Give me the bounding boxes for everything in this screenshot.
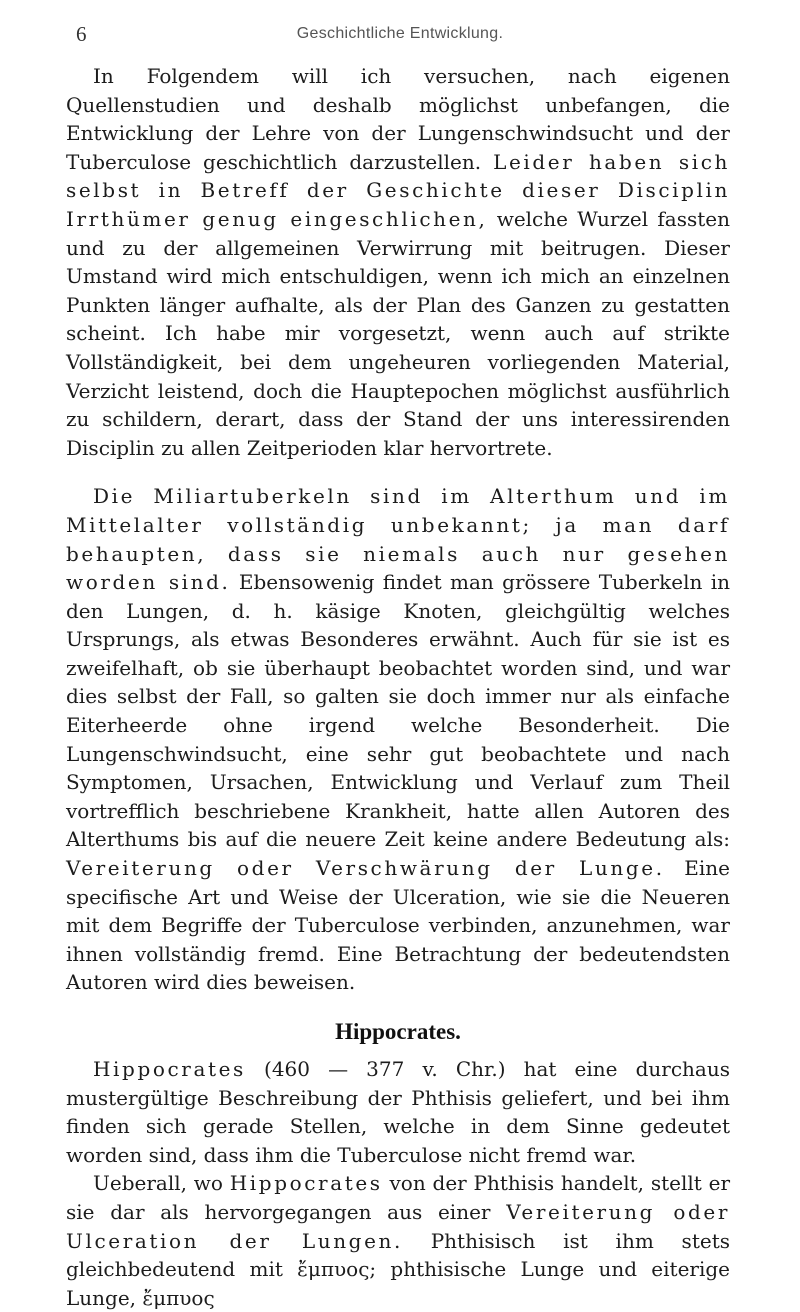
body-text [66,62,730,1312]
intro-text-continued: welche Wurzel fassten und zu der allgemeinen Verwirrung mit beitrugen. Dieser Umstand wird mich entschuldigen, wenn ich mich an einzelnen Punkten länger aufhalte, als der Plan des Ganzen zu gestatten scheint. Ich habe mir vorgesetzt, wenn auch auf strikte Vollständigkeit, bei dem ungeheuren vorliegenden Material, Verzicht leistend, doch die Hauptepochen möglichst ausführlich zu schildern, derart, dass der Stand der uns interessirenden Disciplin zu allen Zeitperioden klar hervortrete. [66,206,730,460]
intro-emphasis: Leider haben sich selbst in Betreff der Geschichte dieser Disciplin Irrthümer genug eingeschlichen, [66,149,730,231]
ueberall-text: Ueberall, wo [93,1171,230,1196]
miliar-emphasis: Die Miliartuberkeln sind im Alterthum und im Mittelalter vollständig unbekannt; ja man darf behaupten, dass sie niemals auch nur gesehen worden sind. [66,484,730,595]
hippocrates-name: Hippocrates [93,1057,246,1081]
running-head [76,22,724,48]
intro-text: In Folgendem will ich versuchen, nach eigenen Quellenstudien und deshalb möglichst unbefangen, die Entwicklung der Lehre von der Lungenschwindsucht und der Tuberculose geschichtlich darzustellen. [66,64,730,174]
paragraph-miliartuberkeln [66,482,730,997]
running-title: Geschichtliche Entwicklung. [296,25,504,42]
paragraph-hippocrates [66,1055,730,1169]
hippocrates-name-2: Hippocrates [229,1171,383,1196]
paragraph-intro [66,62,730,462]
ulceration-emphasis: Vereiterung oder Ulceration der Lungen. [66,1199,730,1253]
ueberall-text-2: von der Phthisis handelt, stellt er sie dar als hervorgegangen aus einer [66,1171,730,1224]
page-number: 6 [76,22,87,46]
miliar-text-continued: Eine specifische Art und Weise der Ulceration, wie sie die Neueren mit dem Begriffe der Tuberculose verbinden, anzunehmen, war ihnen vollständig fremd. Eine Betrachtung der bedeutendsten Autoren wird dies beweisen. [66,856,730,995]
miliar-text: Ebensowenig findet man grössere Tuberkeln in den Lungen, d. h. käsige Knoten, gleichgültig welches Ursprungs, als etwas Besonderes erwähnt. Auch für sie ist es zweifelhaft, ob sie überhaupt beobachtet worden sind, und war dies selbst der Fall, so galten sie doch immer nur als einfache Eiterheerde ohne irgend welche Besonderheit. Die Lungenschwindsucht, eine sehr gut beobachtete und nach Symptomen, Ursachen, Entwicklung und Verlauf zum Theil vortrefflich beschriebene Krankheit, hatte allen Autoren des Alterthums bis auf die neuere Zeit keine andere Bedeutung als: [66,570,731,852]
section-heading: Hippocrates. [335,1019,461,1044]
paragraph-ueberall [66,1169,730,1312]
vereiterung-emphasis: Vereiterung oder Verschwärung der Lunge. [66,856,665,881]
ueberall-text-3: Phthisisch ist ihm stets gleichbedeutend mit ἔμπυος; phthisische Lunge und eiterige Lunge, ἔμπυος [66,1228,730,1310]
hippocrates-text: (460 — 377 v. Chr.) hat eine durchaus mustergültige Beschreibung der Phthisis geliefert, und bei ihm finden sich gerade Stellen, welche in dem Sinne gedeutet worden sind, dass ihm die Tuberculose nicht fremd war. [66,1057,730,1167]
